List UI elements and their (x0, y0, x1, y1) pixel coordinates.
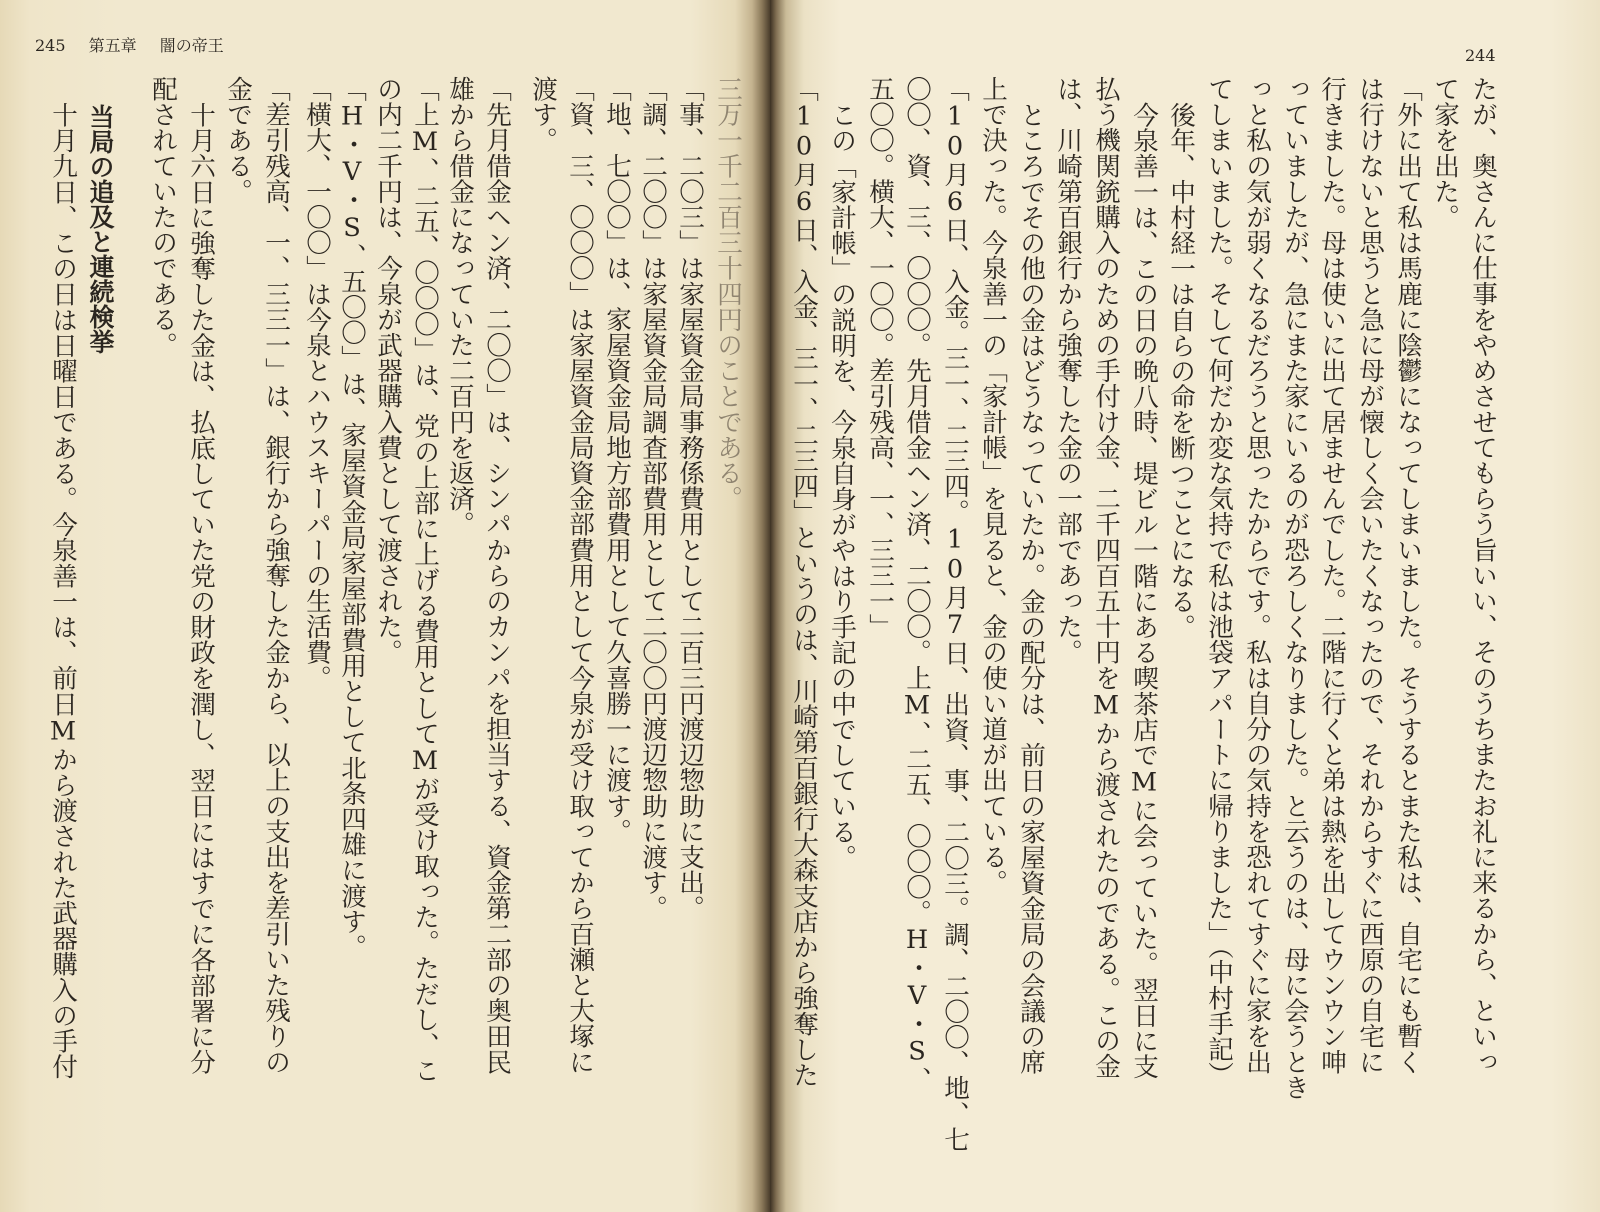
running-header (1465, 47, 1496, 65)
text-column: ところでその他の金はどうなっていたか。金の配分は、前日の家屋資金局の会議の席 (1016, 102, 1046, 1075)
text-column: 「外に出て私は馬鹿に陰鬱になってしまいました。そうするとまた私は、自宅にも暫く (1393, 76, 1423, 1075)
left-page (0, 0, 770, 1212)
page-number: 244 (1465, 46, 1496, 65)
text-column: て家を出た。 (1430, 76, 1460, 230)
chapter-label: 第五章 (88, 36, 137, 55)
text-column: 「横大、一〇〇」は今泉とハウスキーパーの生活費。 (302, 76, 332, 691)
text-column: の内二千円は、今泉が武器購入費として渡された。 (373, 76, 403, 665)
text-column: てしまいました。そして何だか変な気持で私は池袋アパートに帰りました」（中村手記） (1204, 76, 1234, 1088)
text-column: 配されていたのである。 (148, 76, 178, 358)
text-column: 「地、七〇〇」は、家屋資金局地方部費用として久喜勝一に渡す。 (602, 76, 632, 844)
running-header (35, 37, 242, 55)
text-column: 上で決った。今泉善一の「家計帳」を見ると、金の使い道が出ている。 (978, 76, 1008, 896)
text-column: 雄から借金になっていた二百円を返済。 (445, 76, 475, 537)
page-number: 245 (35, 36, 66, 55)
text-column: っていましたが、急にまた家にいるのが恐ろしくなりました。と云うのは、母に会うとき (1280, 76, 1310, 1100)
text-column: 五〇〇。横大、一〇〇。差引残高、一、三三一」 (865, 76, 895, 640)
text-column: 「差引残高、一、三三一」は、銀行から強奪した金から、以上の支出を差引いた残りの (261, 76, 291, 1075)
text-column: この「家計帳」の説明を、今泉自身がやはり手記の中でしている。 (827, 102, 857, 870)
text-column: 「H・V・S、五〇〇」は、家屋資金局家屋部費用として北条四雄に渡す。 (337, 76, 367, 960)
text-column: たが、奥さんに仕事をやめさせてもらう旨いい、そのうちまたお礼に来るから、といっ (1468, 76, 1498, 1075)
text-column: 渡す。 (528, 76, 558, 153)
text-column: 十月九日、この日は日曜日である。今泉善一は、前日Mから渡された武器購入の手付 (48, 102, 78, 1080)
text-column: 「10月6日、入金。三一、二三四。10月7日、出資、事、二〇三。調、二〇〇、地、七 (940, 76, 970, 1152)
text-column: は行けないと思うと急に母が懐しく会いたくなったので、それからすぐに西原の自宅に (1355, 76, 1385, 1075)
text-column: は、川崎第百銀行から強奪した金の一部であった。 (1053, 76, 1083, 665)
text-column: 十月六日に強奪した金は、払底していた党の財政を潤し、翌日にはすでに各部署に分 (186, 102, 216, 1075)
chapter-title: 闇の帝王 (159, 36, 224, 55)
text-column: 「上M、二五、〇〇〇」は、党の上部に上げる費用としてMが受け取った。ただし、こ (410, 76, 440, 1084)
right-page (770, 0, 1600, 1212)
text-column: 〇〇、資、三、〇〇〇。先月借金ヘン済、二〇〇。上M、二五、〇〇〇。H・V・S、 (902, 76, 932, 1092)
text-column: 「資、三、〇〇〇」は家屋資金局資金部費用として今泉が受け取ってから百瀬と大塚に (565, 76, 595, 1075)
text-column: 「事、二〇三」は家屋資金局事務係費用として二百三円渡辺惣助に支出。 (675, 76, 705, 921)
text-column: 「調、二〇〇」は家屋資金局調査部費用として二〇〇円渡辺惣助に渡す。 (638, 76, 668, 921)
text-column: 金である。 (223, 76, 253, 204)
text-column: 払う機関銃購入のための手付け金、二千四百五十円をMから渡されたのである。この金 (1091, 76, 1121, 1079)
text-column: っと私の気が弱くなるだろうと思ったからです。私は自分の気持を恐れてすぐに家を出 (1242, 76, 1272, 1075)
text-column: 「10月6日、入金、三一、二三四」というのは、川崎第百銀行大森支店から強奪した (789, 76, 819, 1088)
text-column: 後年、中村経一は自らの命を断つことになる。 (1166, 102, 1196, 640)
text-column: 三万一千二百三十四円のことである。 (713, 76, 743, 512)
section-heading: 当局の追及と連続検挙 (86, 104, 115, 354)
text-column: 「先月借金ヘン済、二〇〇」は、シンパからのカンパを担当する、資金第二部の奥田民 (482, 76, 512, 1075)
text-column: 行きました。母は使いに出て居ませんでした。二階に行くと弟は熱を出してウンウン呻 (1317, 76, 1347, 1075)
text-column: 今泉善一は、この日の晩八時、堤ビル一階にある喫茶店でMに会っていた。翌日に支 (1129, 102, 1159, 1080)
